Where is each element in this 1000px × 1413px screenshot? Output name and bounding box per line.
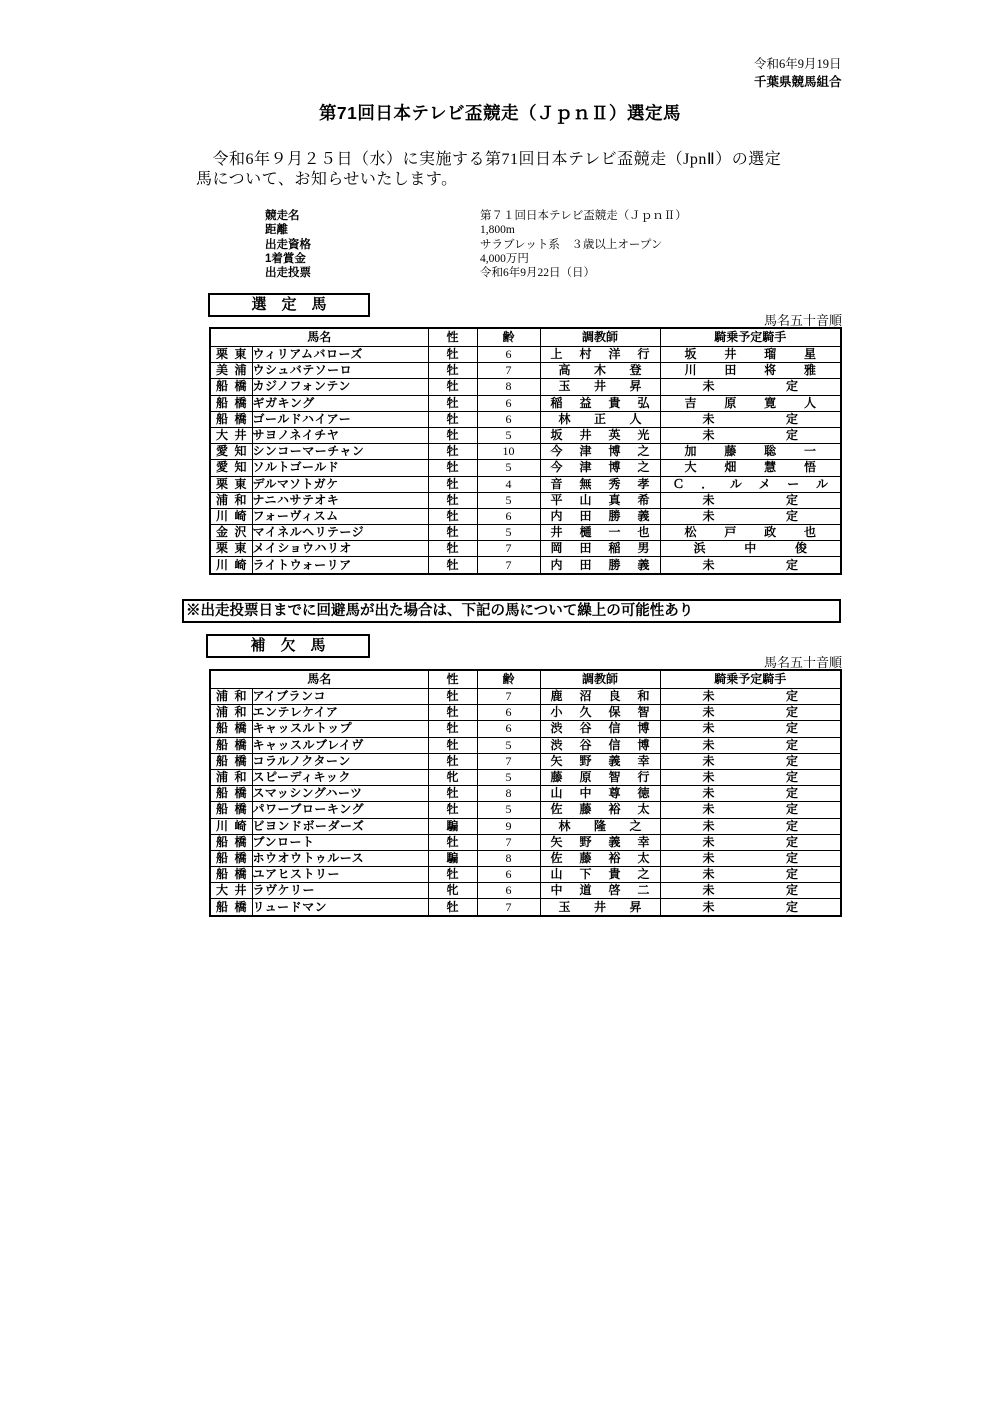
affiliation-cell: 大 井	[210, 883, 252, 899]
affiliation-cell: 愛 知	[210, 444, 252, 460]
trainer-cell: 今 津 博 之	[540, 460, 660, 476]
affiliation-cell: 船 橋	[210, 786, 252, 802]
age-cell: 5	[477, 492, 540, 508]
sex-cell: 牡	[428, 427, 477, 443]
trainer-cell: 玉 井 昇	[540, 379, 660, 395]
trainer-cell: 林 正 人	[540, 411, 660, 427]
trainer-cell: 内 田 勝 義	[540, 508, 660, 524]
trainer-cell: 高 木 登	[540, 363, 660, 379]
jockey-cell: 未 定	[660, 802, 841, 818]
horse-name-cell: シンコーマーチャン	[252, 444, 428, 460]
age-cell: 7	[477, 899, 540, 916]
col-header-jockey: 騎乗予定騎手	[660, 328, 841, 347]
horse-name-cell: スマッシングハーツ	[252, 786, 428, 802]
horse-name-cell: カジノフォンテン	[252, 379, 428, 395]
horse-name-cell: フォーヴィスム	[252, 508, 428, 524]
trainer-cell: 今 津 博 之	[540, 444, 660, 460]
col-header-age: 齢	[477, 328, 540, 347]
affiliation-cell: 船 橋	[210, 721, 252, 737]
race-info-row	[265, 209, 687, 223]
sex-cell: 騙	[428, 818, 477, 834]
horse-row	[210, 689, 841, 705]
selected-horses-table-area	[209, 327, 842, 575]
race-info-value: サラブレット系 ３歳以上オープン	[480, 238, 663, 251]
age-cell: 8	[477, 786, 540, 802]
affiliation-cell: 川 崎	[210, 508, 252, 524]
horse-name-cell: ギガキング	[252, 395, 428, 411]
horse-name-cell: アイブランコ	[252, 689, 428, 705]
col-header-horse-name: 馬名	[210, 328, 428, 347]
affiliation-cell: 栗 東	[210, 541, 252, 557]
race-info-value: 令和6年9月22日（日）	[480, 267, 595, 280]
sex-cell: 牡	[428, 444, 477, 460]
col-header-horse-name: 馬名	[210, 670, 428, 689]
affiliation-cell: 川 崎	[210, 818, 252, 834]
horse-row	[210, 444, 841, 460]
trainer-cell: 小 久 保 智	[540, 705, 660, 721]
col-header-sex: 性	[428, 670, 477, 689]
horse-row	[210, 818, 841, 834]
trainer-cell: 佐 藤 裕 太	[540, 850, 660, 866]
horse-row	[210, 705, 841, 721]
trainer-cell: 林 隆 之	[540, 818, 660, 834]
horse-name-cell: キャッスルブレイヴ	[252, 737, 428, 753]
sex-cell: 牡	[428, 395, 477, 411]
jockey-cell: 未 定	[660, 508, 841, 524]
age-cell: 7	[477, 541, 540, 557]
table-header-row	[210, 328, 841, 347]
race-info-row	[265, 252, 687, 266]
age-cell: 6	[477, 867, 540, 883]
horse-name-cell: コラルノクターン	[252, 753, 428, 769]
jockey-cell: 未 定	[660, 883, 841, 899]
trainer-cell: 鹿 沼 良 和	[540, 689, 660, 705]
sex-cell: 牝	[428, 769, 477, 785]
sex-cell: 牡	[428, 705, 477, 721]
affiliation-cell: 船 橋	[210, 867, 252, 883]
horse-name-cell: パワーブローキング	[252, 802, 428, 818]
horse-name-cell: マイネルヘリテージ	[252, 525, 428, 541]
jockey-cell: 未 定	[660, 705, 841, 721]
horse-name-cell: ウィリアムバローズ	[252, 347, 428, 363]
trainer-cell: 中 道 啓 二	[540, 883, 660, 899]
affiliation-cell: 金 沢	[210, 525, 252, 541]
horse-row	[210, 395, 841, 411]
age-cell: 7	[477, 557, 540, 574]
sex-cell: 牡	[428, 476, 477, 492]
age-cell: 8	[477, 850, 540, 866]
col-header-trainer: 調教師	[540, 328, 660, 347]
sex-cell: 牡	[428, 508, 477, 524]
horse-row	[210, 850, 841, 866]
affiliation-cell: 船 橋	[210, 753, 252, 769]
race-info-label: 競走名	[265, 210, 300, 222]
horse-name-cell: リュードマン	[252, 899, 428, 916]
selected-sort-order-note: 馬名五十音順	[763, 313, 842, 328]
trainer-cell: 上 村 洋 行	[540, 347, 660, 363]
sex-cell: 牡	[428, 492, 477, 508]
trainer-cell: 藤 原 智 行	[540, 769, 660, 785]
age-cell: 5	[477, 427, 540, 443]
trainer-cell: 矢 野 義 幸	[540, 834, 660, 850]
horse-row	[210, 802, 841, 818]
race-info-list	[265, 209, 687, 280]
horse-row	[210, 476, 841, 492]
sex-cell: 牡	[428, 753, 477, 769]
reserve-horses-table-area	[209, 669, 842, 917]
affiliation-cell: 船 橋	[210, 411, 252, 427]
jockey-cell: 未 定	[660, 753, 841, 769]
jockey-cell: 未 定	[660, 411, 841, 427]
horse-name-cell: スピーディキック	[252, 769, 428, 785]
horse-name-cell: キャッスルトップ	[252, 721, 428, 737]
horse-row	[210, 769, 841, 785]
jockey-cell: 未 定	[660, 786, 841, 802]
horse-name-cell: ラヴケリー	[252, 883, 428, 899]
jockey-cell: 未 定	[660, 689, 841, 705]
intro-paragraph	[196, 150, 852, 189]
race-info-row	[265, 223, 687, 237]
sex-cell: 牡	[428, 834, 477, 850]
age-cell: 6	[477, 705, 540, 721]
col-header-age: 齢	[477, 670, 540, 689]
organization-name: 千葉県競馬組合	[754, 75, 842, 89]
horse-row	[210, 379, 841, 395]
jockey-cell: 未 定	[660, 427, 841, 443]
horse-row	[210, 557, 841, 574]
trainer-cell: 平 山 真 希	[540, 492, 660, 508]
age-cell: 6	[477, 508, 540, 524]
race-info-label: 出走投票	[265, 267, 311, 280]
horse-name-cell: エンテレケイア	[252, 705, 428, 721]
race-info-value: 4,000万円	[480, 252, 529, 265]
affiliation-cell: 浦 和	[210, 492, 252, 508]
affiliation-cell: 浦 和	[210, 705, 252, 721]
affiliation-cell: 浦 和	[210, 769, 252, 785]
reserve-horses-section-label: 補 欠 馬	[206, 634, 370, 658]
affiliation-cell: 愛 知	[210, 460, 252, 476]
sex-cell: 牡	[428, 899, 477, 916]
jockey-cell: 未 定	[660, 818, 841, 834]
horse-row	[210, 786, 841, 802]
age-cell: 5	[477, 769, 540, 785]
horse-name-cell: ゴールドハイアー	[252, 411, 428, 427]
jockey-cell: 大 畑 慧 悟	[660, 460, 841, 476]
race-info-label: 出走資格	[265, 238, 311, 251]
horse-name-cell: デルマソトガケ	[252, 476, 428, 492]
horse-row	[210, 525, 841, 541]
horse-name-cell: サヨノネイチヤ	[252, 427, 428, 443]
race-info-row	[265, 266, 687, 280]
affiliation-cell: 栗 東	[210, 347, 252, 363]
affiliation-cell: 船 橋	[210, 395, 252, 411]
sex-cell: 牡	[428, 541, 477, 557]
jockey-cell: 未 定	[660, 769, 841, 785]
race-info-label: 距離	[265, 224, 288, 237]
affiliation-cell: 船 橋	[210, 737, 252, 753]
jockey-cell: 未 定	[660, 834, 841, 850]
trainer-cell: 渋 谷 信 博	[540, 721, 660, 737]
reserve-horses-table	[209, 669, 842, 917]
col-header-trainer: 調教師	[540, 670, 660, 689]
age-cell: 5	[477, 737, 540, 753]
age-cell: 10	[477, 444, 540, 460]
sex-cell: 牡	[428, 689, 477, 705]
horse-row	[210, 883, 841, 899]
jockey-cell: 未 定	[660, 721, 841, 737]
reserve-sort-order-note: 馬名五十音順	[763, 655, 842, 670]
jockey-cell: 坂 井 瑠 星	[660, 347, 841, 363]
age-cell: 9	[477, 818, 540, 834]
age-cell: 7	[477, 753, 540, 769]
horse-name-cell: ユアヒストリー	[252, 867, 428, 883]
jockey-cell: 未 定	[660, 379, 841, 395]
jockey-cell: 浜 中 俊	[660, 541, 841, 557]
age-cell: 7	[477, 834, 540, 850]
horse-name-cell: ビヨンドボーダーズ	[252, 818, 428, 834]
horse-name-cell: ライトウォーリア	[252, 557, 428, 574]
sex-cell: 牡	[428, 379, 477, 395]
horse-row	[210, 492, 841, 508]
selected-horses-section-label: 選 定 馬	[208, 293, 370, 317]
race-info-value: 1,800m	[480, 224, 515, 237]
intro-line-1: 令和6年９月２５日（水）に実施する第71回日本テレビ盃競走（JpnⅡ）の選定	[196, 151, 782, 168]
affiliation-cell: 浦 和	[210, 689, 252, 705]
trainer-cell: 玉 井 昇	[540, 899, 660, 916]
sex-cell: 牡	[428, 867, 477, 883]
jockey-cell: 未 定	[660, 557, 841, 574]
affiliation-cell: 川 崎	[210, 557, 252, 574]
affiliation-cell: 大 井	[210, 427, 252, 443]
age-cell: 7	[477, 689, 540, 705]
jockey-cell: Ｃ ． ル メ ー ル	[660, 476, 841, 492]
sex-cell: 牡	[428, 363, 477, 379]
age-cell: 6	[477, 721, 540, 737]
horse-row	[210, 867, 841, 883]
table-header-row	[210, 670, 841, 689]
race-info-row	[265, 238, 687, 252]
age-cell: 6	[477, 883, 540, 899]
sex-cell: 牡	[428, 737, 477, 753]
horse-row	[210, 737, 841, 753]
horse-row	[210, 363, 841, 379]
document-credit-block	[754, 55, 842, 91]
horse-row	[210, 508, 841, 524]
horse-row	[210, 427, 841, 443]
horse-row	[210, 899, 841, 916]
age-cell: 4	[477, 476, 540, 492]
horse-name-cell: ホウオウトゥルース	[252, 850, 428, 866]
horse-name-cell: ソルトゴールド	[252, 460, 428, 476]
age-cell: 5	[477, 460, 540, 476]
horse-row	[210, 834, 841, 850]
jockey-cell: 未 定	[660, 737, 841, 753]
col-header-jockey: 騎乗予定騎手	[660, 670, 841, 689]
age-cell: 6	[477, 395, 540, 411]
jockey-cell: 川 田 将 雅	[660, 363, 841, 379]
affiliation-cell: 船 橋	[210, 834, 252, 850]
trainer-cell: 稲 益 貴 弘	[540, 395, 660, 411]
sex-cell: 牡	[428, 347, 477, 363]
intro-line-2: 馬について、お知らせいたします。	[196, 170, 458, 188]
horse-row	[210, 753, 841, 769]
age-cell: 7	[477, 363, 540, 379]
trainer-cell: 岡 田 稲 男	[540, 541, 660, 557]
affiliation-cell: 美 浦	[210, 363, 252, 379]
jockey-cell: 未 定	[660, 899, 841, 916]
horse-name-cell: メイショウハリオ	[252, 541, 428, 557]
affiliation-cell: 栗 東	[210, 476, 252, 492]
horse-row	[210, 541, 841, 557]
trainer-cell: 内 田 勝 義	[540, 557, 660, 574]
affiliation-cell: 船 橋	[210, 802, 252, 818]
horse-row	[210, 347, 841, 363]
selected-horses-table	[209, 327, 842, 575]
page-title: 第71回日本テレビ盃競走（ＪｐｎⅡ）選定馬	[318, 103, 682, 123]
horse-name-cell: ウシュバテソーロ	[252, 363, 428, 379]
jockey-cell: 吉 原 寛 人	[660, 395, 841, 411]
sex-cell: 牡	[428, 460, 477, 476]
affiliation-cell: 船 橋	[210, 899, 252, 916]
jockey-cell: 加 藤 聡 一	[660, 444, 841, 460]
horse-name-cell: ブンロート	[252, 834, 428, 850]
carryover-note-banner: ※出走投票日までに回避馬が出た場合は、下記の馬について繰上の可能性あり	[182, 599, 841, 623]
sex-cell: 騙	[428, 850, 477, 866]
sex-cell: 牝	[428, 883, 477, 899]
race-info-value: 第７１回日本テレビ盃競走（ＪｐｎⅡ）	[480, 210, 687, 222]
trainer-cell: 矢 野 義 幸	[540, 753, 660, 769]
jockey-cell: 松 戸 政 也	[660, 525, 841, 541]
age-cell: 5	[477, 802, 540, 818]
col-header-sex: 性	[428, 328, 477, 347]
sex-cell: 牡	[428, 411, 477, 427]
jockey-cell: 未 定	[660, 850, 841, 866]
sex-cell: 牡	[428, 525, 477, 541]
jockey-cell: 未 定	[660, 492, 841, 508]
age-cell: 8	[477, 379, 540, 395]
sex-cell: 牡	[428, 786, 477, 802]
sex-cell: 牡	[428, 802, 477, 818]
trainer-cell: 音 無 秀 孝	[540, 476, 660, 492]
trainer-cell: 山 下 貴 之	[540, 867, 660, 883]
affiliation-cell: 船 橋	[210, 379, 252, 395]
age-cell: 5	[477, 525, 540, 541]
age-cell: 6	[477, 411, 540, 427]
horse-row	[210, 460, 841, 476]
sex-cell: 牡	[428, 557, 477, 574]
document-date: 令和6年9月19日	[754, 57, 842, 71]
jockey-cell: 未 定	[660, 867, 841, 883]
trainer-cell: 佐 藤 裕 太	[540, 802, 660, 818]
trainer-cell: 井 樋 一 也	[540, 525, 660, 541]
race-info-label: 1着賞金	[265, 252, 306, 265]
age-cell: 6	[477, 347, 540, 363]
sex-cell: 牡	[428, 721, 477, 737]
horse-row	[210, 721, 841, 737]
horse-name-cell: ナニハサテオキ	[252, 492, 428, 508]
trainer-cell: 坂 井 英 光	[540, 427, 660, 443]
trainer-cell: 渋 谷 信 博	[540, 737, 660, 753]
horse-row	[210, 411, 841, 427]
trainer-cell: 山 中 尊 徳	[540, 786, 660, 802]
affiliation-cell: 船 橋	[210, 850, 252, 866]
